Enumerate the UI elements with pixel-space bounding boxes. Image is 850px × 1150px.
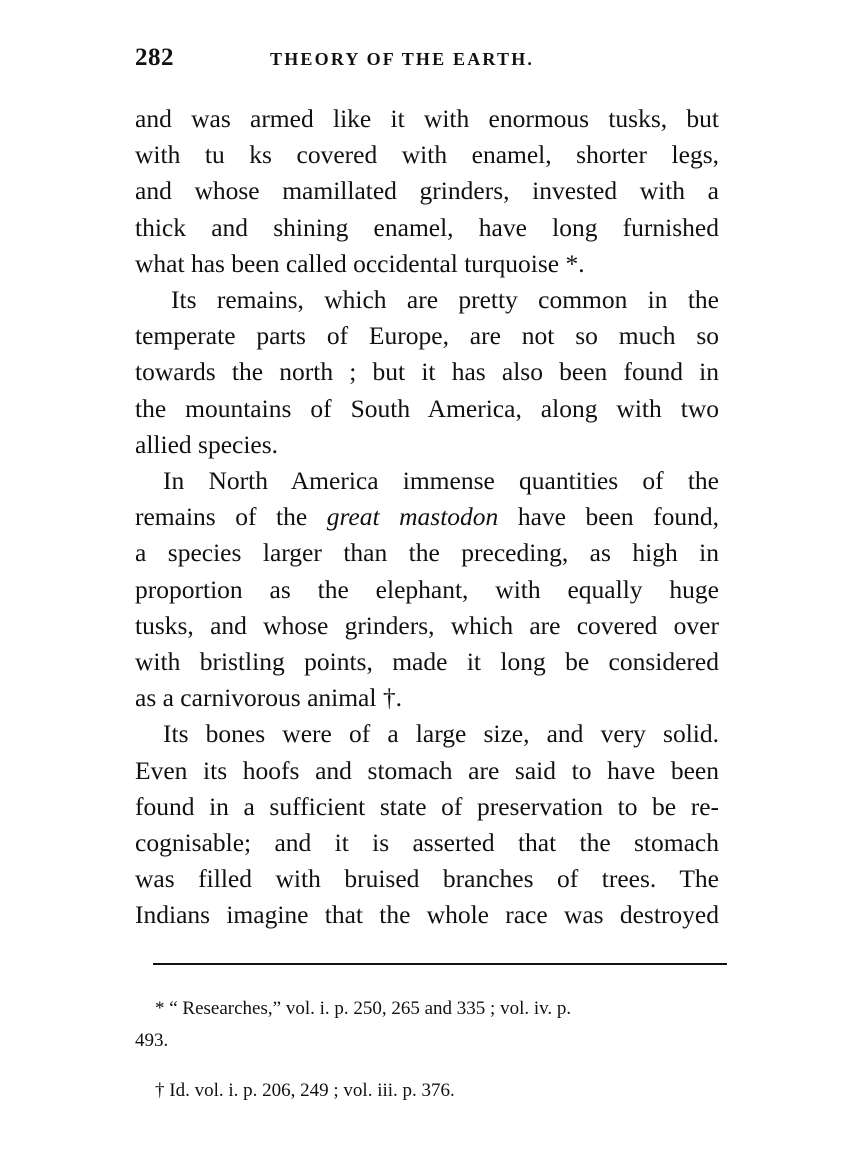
text-line: found in a sufficient state of preservation to be re- <box>135 791 719 821</box>
paragraph-1 <box>135 101 719 282</box>
paragraph-3 <box>135 463 719 716</box>
text-fragment: remains of the <box>135 502 327 532</box>
text-line: Indians imagine that the whole race was destroyed <box>135 900 719 930</box>
footnote-2 <box>135 1075 725 1107</box>
text-line: with bristling points, made it long be considered <box>135 647 719 677</box>
footnote-line: * “ Researches,” vol. i. p. 250, 265 and 335 ; vol. iv. p. <box>155 998 572 1019</box>
running-title: THEORY OF THE EARTH. <box>270 49 535 69</box>
text-line: In North America immense quantities of the <box>163 466 719 496</box>
text-line: Its remains, which are pretty common in the <box>171 285 719 315</box>
footnotes <box>135 993 725 1107</box>
text-line: Even its hoofs and stomach are said to have been <box>135 755 719 785</box>
text-line: and whose mamillated grinders, invested with a <box>135 176 719 206</box>
text-line: thick and shining enamel, have long furnished <box>135 212 719 242</box>
footnote-line: † Id. vol. i. p. 206, 249 ; vol. iii. p. 376. <box>155 1080 455 1101</box>
paragraph-4 <box>135 716 719 933</box>
body-text <box>135 101 719 934</box>
text-line: the mountains of South America, along with two <box>135 393 719 423</box>
text-line: Its bones were of a large size, and very solid. <box>163 719 719 749</box>
text-line: what has been called occidental turquoise *. <box>135 248 585 278</box>
footnote-line: 493. <box>135 1030 169 1051</box>
page-number: 282 <box>135 44 174 71</box>
text-line: tusks, and whose grinders, which are covered over <box>135 610 719 640</box>
text-line: a species larger than the preceding, as high in <box>135 538 719 568</box>
text-line: as a carnivorous animal †. <box>135 683 402 713</box>
text-line: cognisable; and it is asserted that the stomach <box>135 828 719 858</box>
text-line: and was armed like it with enormous tusks, but <box>135 104 719 133</box>
paragraph-2 <box>135 282 719 463</box>
running-head <box>135 44 725 76</box>
text-fragment: have been found, <box>498 502 720 532</box>
species-name-italic: great mastodon <box>326 502 499 532</box>
text-line: proportion as the elephant, with equally huge <box>135 574 719 604</box>
text-line: towards the north ; but it has also been found in <box>135 357 719 387</box>
footnote-1 <box>135 993 725 1057</box>
footnote-divider <box>153 963 727 965</box>
text-line: with tu ks covered with enamel, shorter legs, <box>135 140 719 170</box>
text-line: allied species. <box>135 429 279 459</box>
text-line <box>135 499 719 535</box>
text-line: was filled with bruised branches of trees. The <box>135 864 719 894</box>
text-line: temperate parts of Europe, are not so much so <box>135 321 719 351</box>
